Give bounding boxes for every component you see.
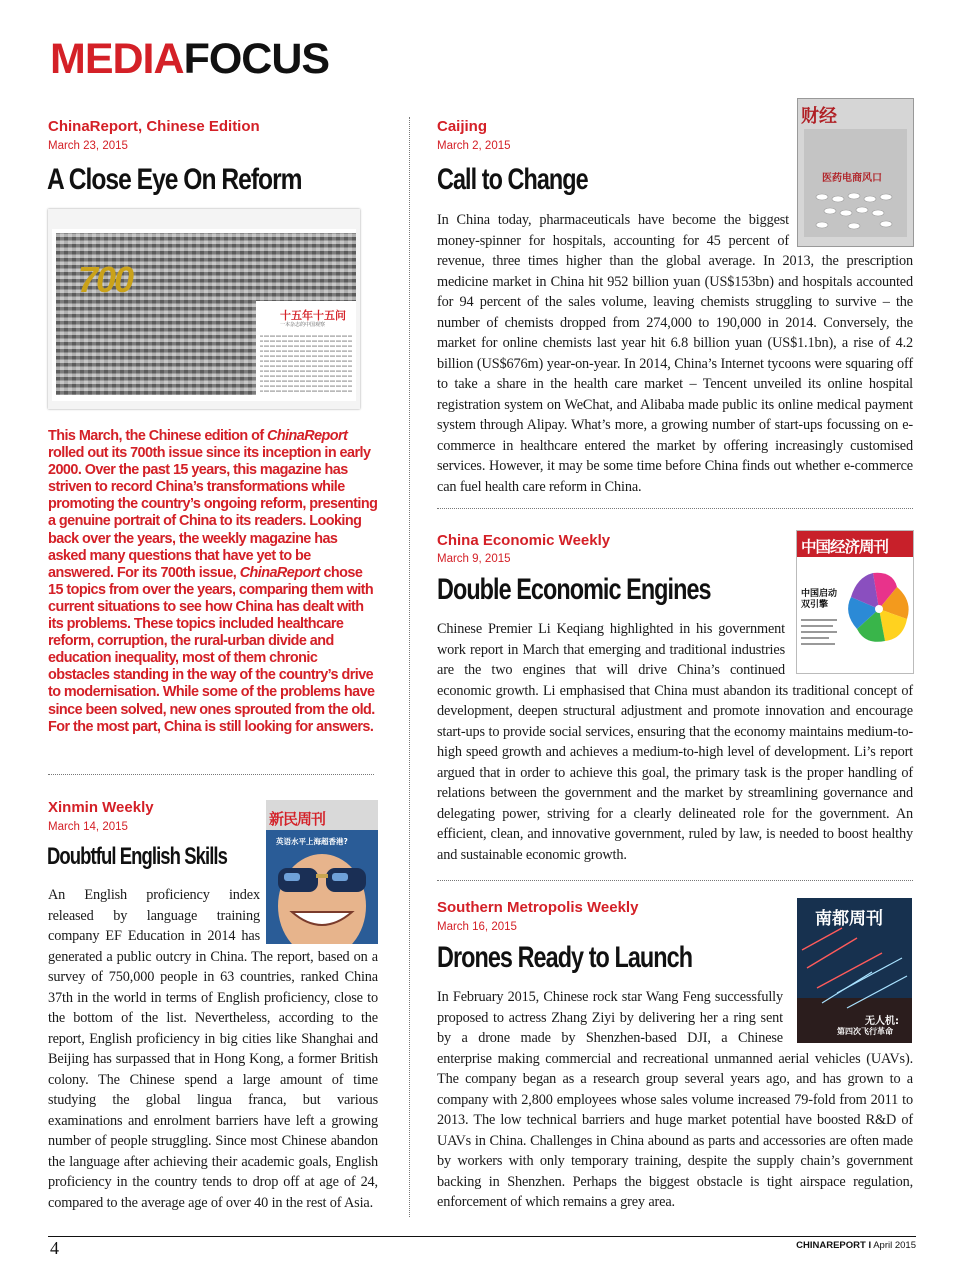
cover-ceweekly — [796, 530, 914, 674]
source-chinareport: ChinaReport, Chinese Edition — [48, 118, 260, 135]
date-caijing: March 2, 2015 — [437, 140, 511, 152]
date-southern: March 16, 2015 — [437, 921, 517, 933]
cover-caijing — [797, 98, 914, 247]
headline-xinmin: Doubtful English Skills — [47, 843, 227, 870]
footer-publication — [796, 1240, 916, 1251]
separator-right-1 — [437, 508, 913, 509]
cover-ceweekly-banner: 中国启动双引擎 — [801, 589, 838, 610]
cover-caijing-title: 财经 — [801, 106, 837, 127]
cover-xinmin-title: 新民周刊 — [269, 810, 326, 828]
footer-separator: I — [868, 1240, 872, 1251]
cover-xinmin-banner: 英语水平上海超香港? — [276, 837, 348, 846]
intro-part-3: chose 15 topics from over the years, comparing them with current situations to see how China has dealt with its problems. These topics included healthcare reform, corruption, the rural-urban divide and education inequality, most of them chronic obstacles standing in the way of the country’s drive to modernisation. While some of the problems have since been solved, new ones sprouted from the old. For the most part, China is still looking for answers. — [48, 564, 375, 735]
cover-caijing-banner: 医药电商风口 — [822, 173, 882, 184]
footer-publication-name: CHINAREPORT — [796, 1240, 866, 1251]
spread-cn-sub: 一本杂志的中国观察 — [280, 322, 326, 328]
cover-xinmin — [266, 800, 378, 944]
intro-magazine-name-1: ChinaReport — [267, 428, 348, 444]
column-divider — [409, 117, 410, 1217]
footer-issue: April 2015 — [873, 1240, 916, 1251]
body-southern-text: In February 2015, Chinese rock star Wang Feng successfully proposed to actress Zhang Ziyi by delivering her a ring sent by a drone made by Shenzhen-based DJI, a Chinese enterprise making commercial and recreational unmanned aerial vehicles (UAVs). The company began as a research group several years ago, and has grown to a company with 2,800 employees whose sales volume increased 79-fold from 2011 to 2013. The low technical barriers and huge market potential have boosted R&D of UAVs in China. Challenges in China abound as parts and accessories are often made by workers with only temporary training, despite the supply chain’s government backing in Shenzhen. Perhaps the biggest obstacle is tight airspace regulation, enforcement of which remains a grey area. — [437, 989, 913, 1210]
intro-part-1: This March, the Chinese edition of — [48, 428, 268, 444]
masthead — [50, 36, 329, 82]
source-ceweekly: China Economic Weekly — [437, 532, 611, 549]
cover-ceweekly-pinwheel — [841, 565, 913, 649]
cover-ceweekly-text-lines — [801, 617, 841, 657]
cover-caijing-pills — [812, 189, 902, 233]
spread-cn-title: 十五年十五问 — [280, 309, 346, 322]
body-caijing-text: In China today, pharmaceuticals have become the biggest money-spinner for hospitals, accounting for 45 percent of revenue, three times higher than the global average. In 2013, the prescription medicine market in China hit 952 billion yuan (US$153bn) and hospitals accounted for 94 percent of the sales volume, leaving chemists struggling to survive – the number of chemists dropped from 274,000 to 190,000 in 2014. Conversely, the market for online chemists last year hit 6.8 billion yuan (US$1.1bn), a rise of 4.2 billion (US$676m) year-on-year. In 2014, China’s Internet tycoons were squaring off to take a share in the health care market – Tencent unveiled its online hospital registration system on WeChat, and Alibaba made public its online medical payment system through Alipay. What’s more, a growing number of start-ups focussing on e-commerce in healthcare entered the market by offering increasingly customised services. However, it may be some time before China finds out whether e-commerce can fuel health care reform in China. — [437, 212, 913, 495]
separator-left-1 — [48, 774, 374, 775]
date-chinareport: March 23, 2015 — [48, 140, 128, 152]
intro-chinareport — [48, 428, 378, 736]
masthead-media: MEDIA — [50, 35, 184, 83]
cover-ceweekly-title: 中国经济周刊 — [801, 538, 889, 556]
intro-magazine-name-2: ChinaReport — [239, 564, 320, 581]
headline-southern: Drones Ready to Launch — [437, 941, 693, 974]
headline-caijing: Call to Change — [437, 163, 588, 196]
cover-xinmin-face — [266, 846, 378, 944]
source-caijing: Caijing — [437, 118, 488, 135]
headline-chinareport: A Close Eye On Reform — [47, 163, 302, 196]
cover-southern-banner-2: 第四次飞行革命 — [837, 1027, 893, 1036]
date-xinmin: March 14, 2015 — [48, 821, 128, 833]
intro-part-2: rolled out its 700th issue since its inception in early 2000. Over the past 15 years, this magazine has striven to record China’s transformations while promoting the country’s ongoing reform, presenting a genuine portrait of China to its readers. Looking back over the years, the weekly magazine has asked many questions that have yet to be answered. For its 700th issue, — [48, 445, 378, 581]
body-caijing — [437, 210, 913, 497]
body-xinmin-text: An English proficiency index released by language training company EF Education in 2014 has generated a public outcry in China. The report, based on a survey of 750,000 people in 63 countries, ranked China 37th in the world in terms of English proficiency, close to the bottom of the list. Nevertheless, according to the report, English proficiency in big cities like Shanghai and Beijing has surpassed that in Hong Kong, a former British colony. The Chinese spend a large amount of time studying the global lingua franca, but various examinations and enrolment barriers have left a growing number of people struggling. Since most Chinese abandon the language after achieving their academic goals, English proficiency in the country tends to drop off at age of 24, compared to the average age of over 40 in the rest of Asia. — [48, 887, 378, 1211]
cover-southern-banner-1: 无人机: — [865, 1016, 899, 1027]
source-xinmin: Xinmin Weekly — [48, 799, 154, 816]
spread-image-chinareport — [48, 209, 360, 409]
source-southern: Southern Metropolis Weekly — [437, 899, 639, 916]
cover-southern — [797, 898, 912, 1043]
cover-southern-title: 南都周刊 — [815, 909, 883, 929]
page-number: 4 — [50, 1238, 59, 1258]
masthead-focus: FOCUS — [183, 35, 330, 83]
headline-ceweekly: Double Economic Engines — [437, 573, 711, 606]
body-ceweekly-text: Chinese Premier Li Keqiang highlighted in his government work report in March that emerging and traditional industries are the two engines that will drive China’s continued economic growth. Li emphasised that China must abandon its traditional concept of development, deepen structural adjustment and promote innovation and encourage start-ups to provide social services, ensuring that the economy maintains medium-to-high speed growth and achieves a medium-to-high level of development. Li’s report argued that in order to achieve this goal, the primary task is the proper handling of relations between the government and the market by streamlining governance and delegating power, striving for a clearly delineated role for the government. An efficient, clean, and innovative government, ruled by law, is needed to boost healthy and sustainable economic growth. — [437, 621, 913, 863]
date-ceweekly: March 9, 2015 — [437, 553, 511, 565]
footer-rule — [48, 1236, 916, 1237]
separator-right-2 — [437, 880, 913, 881]
spread-number-700: 700 — [78, 259, 133, 300]
